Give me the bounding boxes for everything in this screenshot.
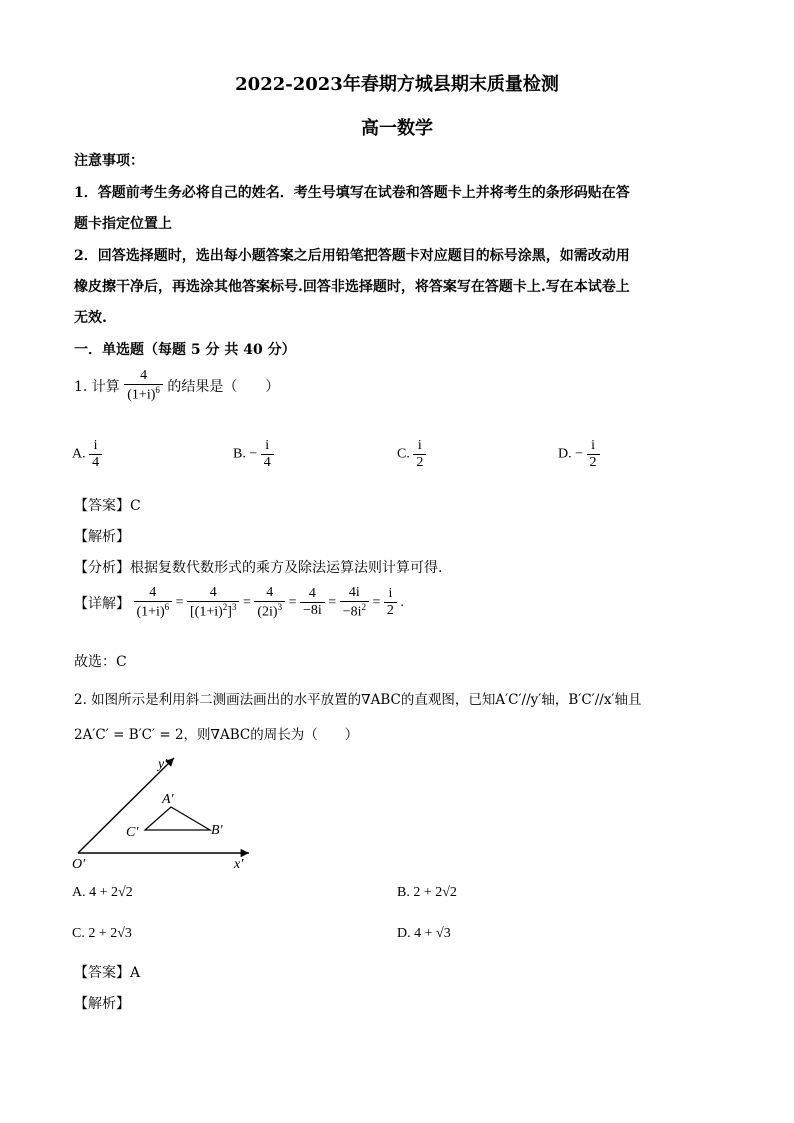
notes-item-2-line-3: 无效. bbox=[74, 310, 107, 326]
page-subtitle: 高一数学 bbox=[361, 118, 433, 139]
step-den: [(1+i) bbox=[190, 604, 223, 620]
equals-sign: = bbox=[372, 594, 381, 610]
option-num: i bbox=[417, 438, 422, 453]
triangle-abc bbox=[145, 807, 210, 830]
step-den: (2i) bbox=[257, 604, 278, 620]
option-label: D. bbox=[558, 446, 572, 462]
point-c-label: C′ bbox=[126, 825, 139, 840]
notes-item-2-line-1: 2．回答选择题时，选出每小题答案之后用铅笔把答题卡对应题目的标号涂黑，如需改动用 bbox=[74, 248, 630, 264]
step-num: 4 bbox=[308, 586, 316, 602]
option-num: i bbox=[265, 438, 270, 453]
option-den: 2 bbox=[413, 454, 426, 471]
q2-option-d bbox=[397, 926, 451, 942]
option-num: i bbox=[591, 438, 595, 453]
q1-option-b bbox=[233, 438, 274, 471]
q1-frac-exp: 6 bbox=[155, 385, 160, 395]
detail-tag: 【详解】 bbox=[74, 595, 130, 612]
option-label: A. bbox=[72, 885, 86, 900]
point-a-label: A′ bbox=[162, 792, 174, 807]
q1-fraction bbox=[124, 368, 163, 404]
notes-item-2-line-2: 橡皮擦干净后，再选涂其他答案标号.回答非选择题时，将答案写在答题卡上.写在本试卷上 bbox=[74, 279, 630, 295]
step-exp: 6 bbox=[164, 602, 170, 612]
q2-answer bbox=[74, 962, 140, 982]
step-num: 4 bbox=[266, 585, 274, 600]
q1-frac-num: 4 bbox=[140, 368, 148, 383]
q1-option-a bbox=[72, 438, 102, 471]
step-exp: 2 bbox=[361, 602, 366, 612]
option-sign: − bbox=[575, 446, 584, 462]
step-exp: 2 bbox=[222, 602, 228, 612]
step-num: i bbox=[388, 586, 393, 602]
answer-tag: 【答案】 bbox=[74, 498, 130, 514]
notes-item-1-line-1: 1．答题前考生务必将自己的姓名．考生号填写在试卷和答题卡上并将考生的条形码贴在答 bbox=[74, 185, 630, 201]
y-axis-label: y′ bbox=[158, 757, 168, 772]
q1-option-d bbox=[558, 438, 600, 471]
q1-answer bbox=[74, 495, 141, 515]
q2-analysis-tag: 【解析】 bbox=[74, 996, 130, 1012]
point-b-label: B′ bbox=[211, 823, 223, 838]
q1-fenxi bbox=[74, 557, 442, 577]
q1-frac-den: (1+i) bbox=[127, 387, 156, 403]
step-den: −8i bbox=[342, 604, 362, 620]
option-label: D. bbox=[397, 926, 411, 941]
q2-line-1: 2. 如图所示是利用斜二测画法画出的水平放置的∇ABC的直观图，已知A′C′//y′轴，B′C′//x′轴且 bbox=[74, 692, 642, 708]
option-den: 2 bbox=[587, 454, 600, 471]
origin-label: O′ bbox=[72, 857, 86, 872]
q2-option-c bbox=[72, 926, 132, 942]
step-exp: 3 bbox=[277, 602, 283, 612]
option-label: C. bbox=[397, 446, 410, 462]
option-label: A. bbox=[72, 446, 86, 462]
step-den: −8i bbox=[300, 602, 325, 619]
answer-value: C bbox=[130, 498, 141, 514]
step-num: 4i bbox=[348, 585, 360, 600]
option-label: C. bbox=[72, 926, 85, 941]
q1-conclusion: 故选：C bbox=[74, 654, 127, 670]
option-text: 4 + 2√2 bbox=[89, 885, 133, 900]
notes-item-1-line-2: 题卡指定位置上 bbox=[74, 216, 172, 232]
option-den: 4 bbox=[261, 454, 274, 471]
q2-figure bbox=[66, 748, 256, 872]
q1-option-c bbox=[397, 438, 426, 471]
q1-prefix: 1. 计算 bbox=[74, 378, 120, 395]
q1-analysis-tag: 【解析】 bbox=[74, 529, 130, 545]
question-1 bbox=[74, 368, 279, 404]
step-num: 4 bbox=[209, 585, 217, 600]
section-heading: 一．单选题（每题 5 分 共 40 分） bbox=[74, 342, 296, 358]
equals-sign: = bbox=[328, 594, 337, 610]
fenxi-text: 根据复数代数形式的乘方及除法运算法则计算可得. bbox=[130, 560, 443, 576]
q1-detail: 【详解】 $\frac{4}{(1+i)^6}$ = $\frac{4}{[(1+i)^2]^3}$ = $\frac{4}{(2i)^3}$ = $\frac{4}{-8i}$ = $\frac{4i}{-8i^2}$ = $\frac{i}{2}$ . bbox=[74, 585, 404, 620]
answer-tag: 【答案】 bbox=[74, 965, 130, 981]
equals-sign: = bbox=[242, 594, 251, 610]
step-den: 2 bbox=[384, 602, 397, 619]
option-label: B. bbox=[233, 446, 246, 462]
equals-sign: = bbox=[288, 594, 297, 610]
option-num: i bbox=[93, 438, 98, 453]
option-text: 4 + √3 bbox=[414, 926, 451, 941]
option-text: 2 + 2√2 bbox=[413, 885, 457, 900]
page-title: 2022-2023年春期方城县期末质量检测 bbox=[235, 74, 559, 95]
option-text: 2 + 2√3 bbox=[88, 926, 132, 941]
q2-option-b bbox=[397, 885, 457, 901]
step-exp: 3 bbox=[231, 602, 237, 612]
equals-sign: = bbox=[175, 594, 184, 610]
q2-line-2: 2A′C′ = B′C′ = 2，则∇ABC的周长为（ ） bbox=[74, 727, 359, 743]
step-den: (1+i) bbox=[136, 604, 165, 620]
answer-value: A bbox=[130, 965, 141, 981]
option-den: 4 bbox=[89, 454, 102, 471]
step-num: 4 bbox=[149, 585, 157, 600]
fenxi-tag: 【分析】 bbox=[74, 560, 130, 576]
notes-heading: 注意事项： bbox=[74, 153, 144, 169]
q2-option-a bbox=[72, 885, 133, 901]
x-axis-label: x′ bbox=[234, 857, 244, 872]
option-label: B. bbox=[397, 885, 410, 900]
period: . bbox=[400, 594, 404, 610]
q1-suffix: 的结果是（ ） bbox=[167, 378, 280, 395]
option-sign: − bbox=[249, 446, 258, 462]
